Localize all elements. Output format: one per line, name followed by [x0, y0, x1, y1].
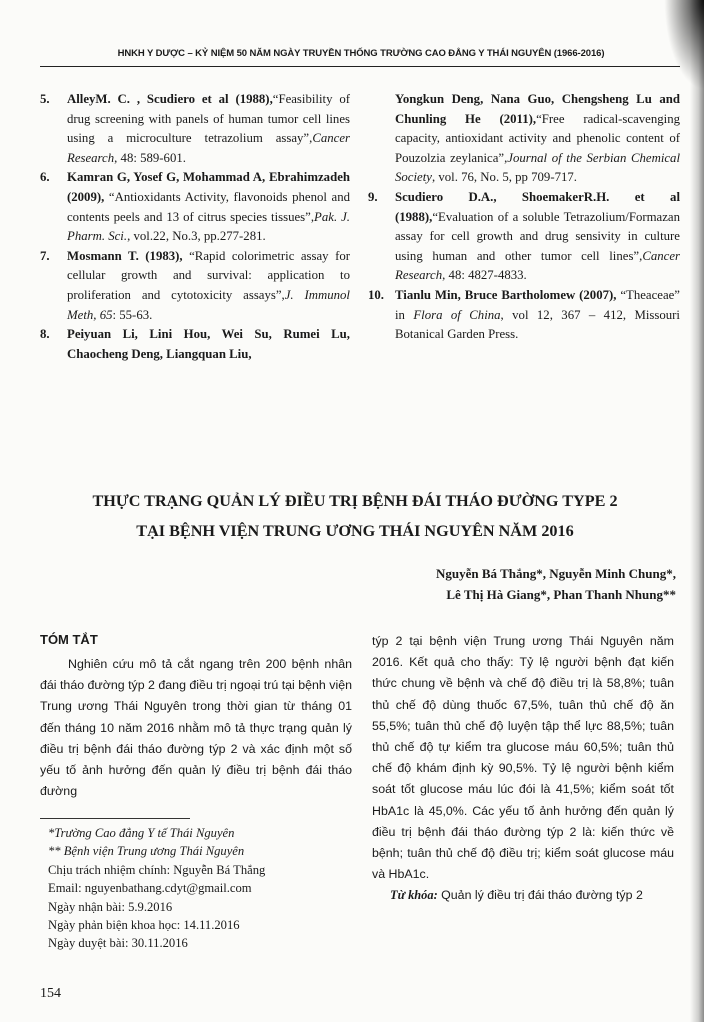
authors-line2: Lê Thị Hà Giang*, Phan Thanh Nhung**: [446, 587, 676, 602]
reference-item: [40, 325, 350, 364]
page-number: 154: [40, 986, 61, 1001]
header-rule: [40, 66, 680, 67]
reference-details: , vol 12, 367 – 412, Missouri Botanical Garden Press.: [395, 307, 680, 342]
reference-authors: Kamran G, Yosef G, Mohammad A, Ebrahimzadeh (2009),: [67, 170, 350, 204]
scan-shadow: [690, 0, 704, 1022]
reference-item: [40, 90, 350, 168]
article-authors: [256, 563, 676, 605]
reference-number: 7.: [40, 248, 50, 263]
date-approved: Ngày duyệt bài: 30.11.2016: [48, 936, 188, 951]
reference-details: , vol.22, No.3, pp.277-281.: [127, 229, 266, 244]
abstract-right-column: [372, 631, 674, 907]
date-received: Ngày nhận bài: 5.9.2016: [48, 899, 173, 914]
reference-journal: Journal of the Serbian Chemical Society: [395, 150, 681, 185]
email: Email: nguyenbathang.cdyt@gmail.com: [48, 881, 252, 896]
reference-title: “Antioxidants Activity, flavonoids phenol and contents peels and 13 of citrus species tissues”,: [67, 189, 350, 224]
reference-journal: Cancer Research: [395, 248, 680, 283]
reference-details: , 48: 4827-4833.: [442, 268, 527, 283]
article-title: [30, 486, 680, 546]
affiliation-2: ** Bệnh viện Trung ương Thái Nguyên: [48, 844, 245, 859]
reference-item: [40, 247, 350, 325]
authors-line1: Nguyễn Bá Thắng*, Nguyễn Minh Chung*,: [436, 566, 676, 581]
reference-item: [368, 188, 680, 286]
reference-authors: Tianlu Min, Bruce Bartholomew (2007),: [395, 287, 617, 302]
reference-number: 9.: [368, 189, 378, 204]
reference-authors-part2: Yongkun Deng, Nana Guo, Chengsheng Lu and Chunling He (2011),: [395, 92, 680, 126]
reference-item: [40, 168, 350, 246]
abstract-continued: týp 2 tại bệnh viện Trung ương Thái Nguyên năm 2016. Kết quả cho thấy: Tỷ lệ người bệnh đạt kiến thức chung về bệnh và chế độ điều trị là 58,8%; tuân thủ chế độ dùng thuốc 67,5%, tuân thủ chế độ ăn 55,5%; tuân thủ chế độ luyện tập thể lực 88,5%; tuân thủ chế độ tự kiểm tra glucose máu 60,5%; tuân thủ chế độ khám định kỳ 90,5%. Tỷ lệ người bệnh kiểm soát tốt glucose máu lúc đói là 41,5%; kiểm soát tốt HbA1c là 45,0%. Các yếu tố ảnh hưởng đến quản lý điều trị bệnh đái tháo đường týp 2 là: kiến thức về bệnh; tuân thủ chế độ điều trị; kiểm soát glucose máu và HbA1c.: [372, 634, 674, 882]
reference-number: 10.: [368, 287, 384, 302]
reference-journal: J. Immunol Meth, 65: [67, 287, 350, 322]
running-header: HNKH Y DƯỢC – KỶ NIỆM 50 NĂM NGÀY TRUYỀN THỐNG TRƯỜNG CAO ĐẲNG Y THÁI NGUYÊN (1966-2016): [117, 48, 605, 59]
references-left-column: [40, 90, 350, 364]
reference-number: 5.: [40, 92, 50, 106]
abstract-heading: TÓM TẮT: [40, 632, 98, 647]
reference-item: [368, 286, 680, 345]
abstract-left-column: Nghiên cứu mô tả cắt ngang trên 200 bệnh nhân đái tháo đường týp 2 đang điều trị ngoại trú tại bệnh viện Trung ương Thái Nguyên trong thời gian từ tháng 01 đến tháng 10 năm 2016 nhằm mô tả thực trạng quản lý điều trị bệnh đái tháo đường týp 2 và xác định một số yếu tố ảnh hưởng đến quản lý điều trị bệnh đái tháo đường: [40, 657, 352, 799]
reference-authors: Mosmann T. (1983),: [67, 248, 183, 263]
date-reviewed: Ngày phản biện khoa học: 14.11.2016: [48, 918, 240, 933]
keywords-text: Quản lý điều trị đái tháo đường týp 2: [437, 888, 643, 903]
reference-details: , 48: 589-601.: [114, 150, 186, 165]
reference-journal: Flora of China: [413, 307, 501, 322]
reference-authors: Scudiero D.A., ShoemakerR.H. et al (1988),: [395, 189, 680, 224]
keywords: [372, 885, 674, 906]
article-title-line1: THỰC TRẠNG QUẢN LÝ ĐIỀU TRỊ BỆNH ĐÁI THÁO ĐƯỜNG TYPE 2: [92, 492, 618, 510]
reference-number: 8.: [40, 327, 50, 342]
keywords-label: Từ khóa:: [390, 888, 438, 903]
responsible-author: Chịu trách nhiệm chính: Nguyễn Bá Thắng: [48, 862, 266, 877]
reference-authors: AlleyM. C. , Scudiero et al (1988),: [67, 92, 273, 106]
footnotes: [48, 824, 358, 953]
reference-title: “Feasibility of drug screening with panels of human tumor cell lines using a microculture tetrazolium assay”,: [67, 92, 350, 146]
reference-title: “Free radical-scavenging capacity, antioxidant activity and phenolic content of Pouzolzia zeylanica”,: [395, 111, 680, 165]
reference-journal: Cancer Research: [67, 131, 350, 165]
reference-title: “Theaceae” in: [395, 287, 680, 322]
footnote-rule: [40, 818, 190, 819]
reference-authors-part1: Peiyuan Li, Lini Hou, Wei Su, Rumei Lu, Chaocheng Deng, Liangquan Liu,: [67, 327, 350, 361]
reference-details: , vol. 76, No. 5, pp 709-717.: [431, 170, 577, 185]
reference-title: “Rapid colorimetric assay for cellular growth and survival: application to proliferation and cytotoxicity assays”,: [67, 248, 350, 302]
reference-title: “Evaluation of a soluble Tetrazolium/Formazan assay for cell growth and drug sensivity in culture using human and other tumor cell lines”,: [395, 209, 680, 263]
reference-number: 6.: [40, 170, 50, 185]
references-right-column: [368, 90, 680, 345]
article-title-line2: TẠI BỆNH VIỆN TRUNG ƯƠNG THÁI NGUYÊN NĂM 2016: [136, 522, 574, 540]
affiliation-1: *Trường Cao đẳng Y tế Thái Nguyên: [48, 826, 235, 840]
reference-journal: Pak. J. Pharm. Sci.: [67, 209, 350, 244]
reference-details: : 55-63.: [112, 307, 153, 322]
scan-corner-shadow: [664, 0, 704, 90]
reference-item-continued: [368, 90, 680, 188]
